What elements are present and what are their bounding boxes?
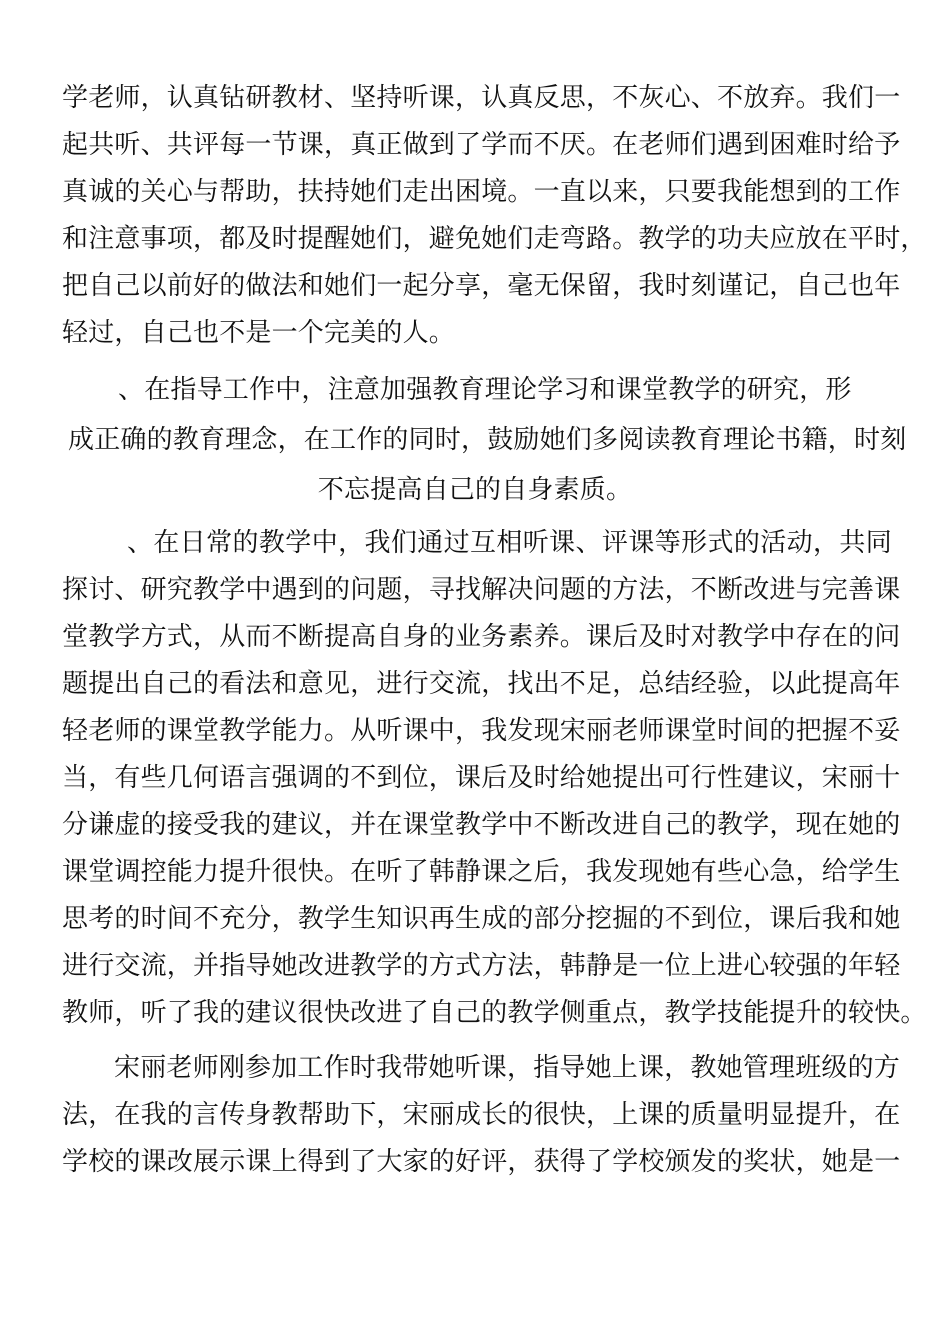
text-line: 堂教学方式，从而不断提高自身的业务素养。课后及时对教学中存在的问: [62, 622, 901, 652]
text-line: 进行交流，并指导她改进教学的方式方法，韩静是一位上进心较强的年轻: [62, 951, 901, 981]
text-line: 起共听、共评每一节课，真正做到了学而不厌。在老师们遇到困难时给予: [62, 130, 901, 160]
list-item-text-line: 、在指导工作中，注意加强教育理论学习和课堂教学的研究，形: [118, 375, 852, 405]
text-line: 思考的时间不充分，教学生知识再生成的部分挖掘的不到位，课后我和她: [62, 904, 901, 934]
text-line: 教师，听了我的建议很快改进了自己的教学侧重点，教学技能提升的较快。: [62, 998, 927, 1028]
list-item-text-line: 成正确的教育理念，在工作的同时，鼓励她们多阅读教育理论书籍，时刻: [68, 425, 907, 455]
text-line: 真诚的关心与帮助，扶持她们走出困境。一直以来，只要我能想到的工作: [62, 177, 901, 207]
text-line: 学老师，认真钻研教材、坚持听课，认真反思，不灰心、不放弃。我们一: [62, 83, 901, 113]
text-line: 课堂调控能力提升很快。在听了韩静课之后，我发现她有些心急，给学生: [62, 857, 901, 887]
text-line: 当，有些几何语言强调的不到位，课后及时给她提出可行性建议，宋丽十: [62, 763, 901, 793]
text-line: 把自己以前好的做法和她们一起分享，毫无保留，我时刻谨记，自己也年: [62, 271, 901, 301]
text-line: 分谦虚的接受我的建议，并在课堂教学中不断改进自己的教学，现在她的: [62, 810, 901, 840]
text-line: 和注意事项，都及时提醒她们，避免她们走弯路。教学的功夫应放在平时，: [62, 224, 927, 254]
text-line: 探讨、研究教学中遇到的问题，寻找解决问题的方法，不断改进与完善课: [62, 575, 901, 605]
list-item-text-line: 、在日常的教学中，我们通过互相听课、评课等形式的活动，共同: [127, 528, 892, 558]
text-line: 宋丽老师刚参加工作时我带她听课，指导她上课，教她管理班级的方: [114, 1053, 901, 1083]
text-line: 法，在我的言传身教帮助下，宋丽成长的很快，上课的质量明显提升，在: [62, 1100, 901, 1130]
text-line: 轻过，自己也不是一个完美的人。: [62, 318, 456, 348]
list-item-text-line: 不忘提高自己的自身素质。: [317, 475, 633, 505]
text-line: 题提出自己的看法和意见，进行交流，找出不足，总结经验，以此提高年: [62, 669, 901, 699]
text-line: 轻老师的课堂教学能力。从听课中，我发现宋丽老师课堂时间的把握不妥: [62, 716, 901, 746]
text-line: 学校的课改展示课上得到了大家的好评，获得了学校颁发的奖状，她是一: [62, 1147, 901, 1177]
